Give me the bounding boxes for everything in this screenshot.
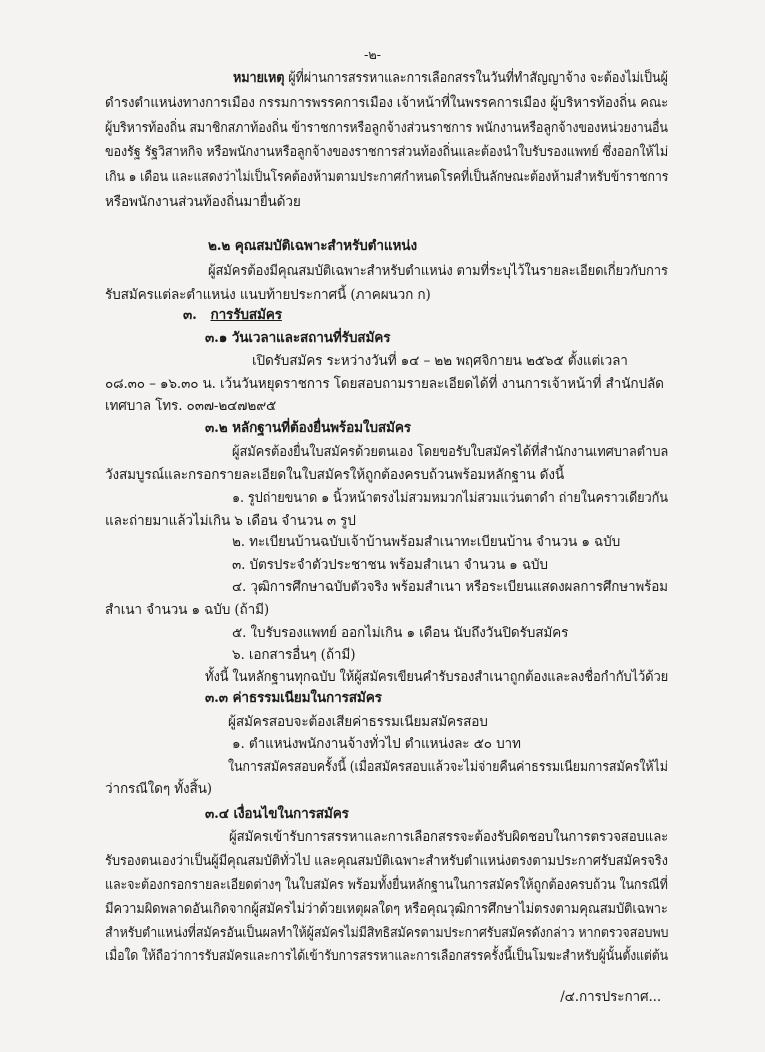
remark-line-3: ผู้บริหารท้องถิ่น สมาชิกสภาท้องถิ่น ข้าราชการหรือลูกจ้างส่วนราชการ พนักงานหรือลูกจ้างของหน่วยงานอื่น [105,120,668,136]
section-3-3-heading: ๓.๓ ค่าธรรมเนียมในการสมัคร [205,690,382,706]
section-3-3-line-3: ในการสมัครสอบครั้งนี้ (เมื่อสมัครสอบแล้วจะไม่จ่ายคืนค่าธรรมเนียมการสมัครให้ไม่ [228,759,668,775]
section-2-2-line-1: ผู้สมัครต้องมีคุณสมบัติเฉพาะสำหรับตำแหน่ง ตามที่ระบุไว้ในรายละเอียดเกี่ยวกับการ [208,263,668,279]
remark-line-4: ของรัฐ รัฐวิสาหกิจ หรือพนักงานหรือลูกจ้างของราชการส่วนท้องถิ่นและต้องนำใบรับรองแพทย์ ซึ่งออกให้ไม่ [105,144,669,160]
section-3-2-item-3: ๓. บัตรประจำตัวประชาชน พร้อมสำเนา จำนวน ๑ ฉบับ [232,557,548,573]
section-3-1-line-3: เทศบาล โทร. ๐๓๗-๒๔๗๒๙๕ [105,398,277,414]
remark-text: ผู้ที่ผ่านการสรรหาและการเลือกสรรในวันที่ทำสัญญาจ้าง จะต้องไม่เป็นผู้ [288,70,668,86]
page-number: -๒- [364,48,381,63]
section-3-2-item-6: ๖. เอกสารอื่นๆ (ถ้ามี) [232,647,356,663]
remark-label: หมายเหตุ [233,70,285,86]
section-3-number: ๓. [183,307,197,323]
section-3-4-line-3: และจะต้องกรอกรายละเอียดต่างๆ ในใบสมัคร พร้อมทั้งยื่นหลักฐานในการสมัครให้ถูกต้องครบถ้วน ในกรณีที่ [105,877,668,893]
remark-line-1 [233,69,668,87]
section-3-3-line-1: ผู้สมัครสอบจะต้องเสียค่าธรรมเนียมสมัครสอบ [228,714,488,730]
remark-line-5: เกิน ๑ เดือน และแสดงว่าไม่เป็นโรคต้องห้ามตามประกาศกำหนดโรคที่เป็นลักษณะต้องห้ามสำหรับข้าราชการ [105,169,669,185]
section-3-1-line-2: ๐๘.๓๐ – ๑๖.๓๐ น. เว้นวันหยุดราชการ โดยสอบถามรายละเอียดได้ที่ งานการเจ้าหน้าที่ สำนักปลัด [105,376,664,392]
section-3-2-item-4: ๔. วุฒิการศึกษาฉบับตัวจริง พร้อมสำเนา หรือระเบียนแสดงผลการศึกษาพร้อม [232,579,668,595]
section-2-2-line-2: รับสมัครแต่ละตำแหน่ง แนบท้ายประกาศนี้ (ภาคผนวก ก) [105,287,431,303]
section-3-2-item-5: ๕. ใบรับรองแพทย์ ออกไม่เกิน ๑ เดือน นับถึงวันปิดรับสมัคร [232,625,569,641]
section-3-4-line-6: เมื่อใด ให้ถือว่าการรับสมัครและการได้เข้ารับการสรรหาและการเลือกสรรครั้งนี้เป็นโมฆะสำหรับผู้นั้นตั้งแต่ต้น [105,948,668,964]
section-3-2-intro-2: วังสมบูรณ์และกรอกรายละเอียดในใบสมัครให้ถูกต้องครบถ้วนพร้อมหลักฐาน ดังนี้ [105,467,564,483]
section-3-2-closing: ทั้งนี้ ในหลักฐานทุกฉบับ ให้ผู้สมัครเขียนคำรับรองสำเนาถูกต้องและลงชื่อกำกับไว้ด้วย [205,669,669,685]
section-3-4-heading: ๓.๔ เงื่อนไขในการสมัคร [205,806,349,822]
remark-line-2: ดำรงตำแหน่งทางการเมือง กรรมการพรรคการเมือง เจ้าหน้าที่ในพรรคการเมือง ผู้บริหารท้องถิ่น คณะ [105,95,669,111]
section-2-2-heading: ๒.๒ คุณสมบัติเฉพาะสำหรับตำแหน่ง [208,238,417,254]
section-3-3-line-4: ว่ากรณีใดๆ ทั้งสิ้น) [105,781,212,797]
section-3-title: การรับสมัคร [210,307,282,323]
remark-line-6: หรือพนักงานส่วนท้องถิ่นมายื่นด้วย [105,194,301,210]
section-3-2-intro-1: ผู้สมัครต้องยื่นใบสมัครด้วยตนเอง โดยขอรับใบสมัครได้ที่สำนักงานเทศบาลตำบล [232,444,669,460]
section-3-4-line-4: มีความผิดพลาดอันเกิดจากผู้สมัครไม่ว่าด้วยเหตุผลใดๆ หรือคุณวุฒิการศึกษาไม่ตรงตามคุณสมบัติเฉพาะ [105,901,668,917]
section-3-2-item-2: ๒. ทะเบียนบ้านฉบับเจ้าบ้านพร้อมสำเนาทะเบียนบ้าน จำนวน ๑ ฉบับ [232,534,621,550]
section-3-2-heading: ๓.๒ หลักฐานที่ต้องยื่นพร้อมใบสมัคร [205,420,411,436]
section-3-3-line-2: ๑. ตำแหน่งพนักงานจ้างทั่วไป ตำแหน่งละ ๕๐ บาท [232,736,521,752]
section-3-4-line-2: รับรองตนเองว่าเป็นผู้มีคุณสมบัติทั่วไป และคุณสมบัติเฉพาะสำหรับตำแหน่งตรงตามประกาศรับสมัครจริง [105,853,668,869]
section-3-2-item-1: ๑. รูปถ่ายขนาด ๑ นิ้วหน้าตรงไม่สวมหมวกไม่สวมแว่นตาดำ ถ่ายในคราวเดียวกัน [232,490,668,506]
section-3-2-item-4-cont: สำเนา จำนวน ๑ ฉบับ (ถ้ามี) [105,602,270,618]
section-3-4-line-1: ผู้สมัครเข้ารับการสรรหาและการเลือกสรรจะต้องรับผิดชอบในการตรวจสอบและ [229,829,669,845]
section-3-2-item-1-cont: และถ่ายมาแล้วไม่เกิน ๖ เดือน จำนวน ๓ รูป [105,513,356,529]
section-3-1-heading: ๓.๑ วันเวลาและสถานที่รับสมัคร [205,330,391,346]
continuation-note: /๔.การประกาศ... [560,989,661,1005]
section-3-heading [183,306,282,324]
section-3-1-line-1: เปิดรับสมัคร ระหว่างวันที่ ๑๔ – ๒๒ พฤศจิกายน ๒๕๖๕ ตั้งแต่เวลา [252,353,628,369]
section-3-4-line-5: สำหรับตำแหน่งที่สมัครอันเป็นผลทำให้ผู้สมัครไม่มีสิทธิสมัครตามประกาศรับสมัครดังกล่าว หากตรวจสอบพบ [105,925,669,941]
